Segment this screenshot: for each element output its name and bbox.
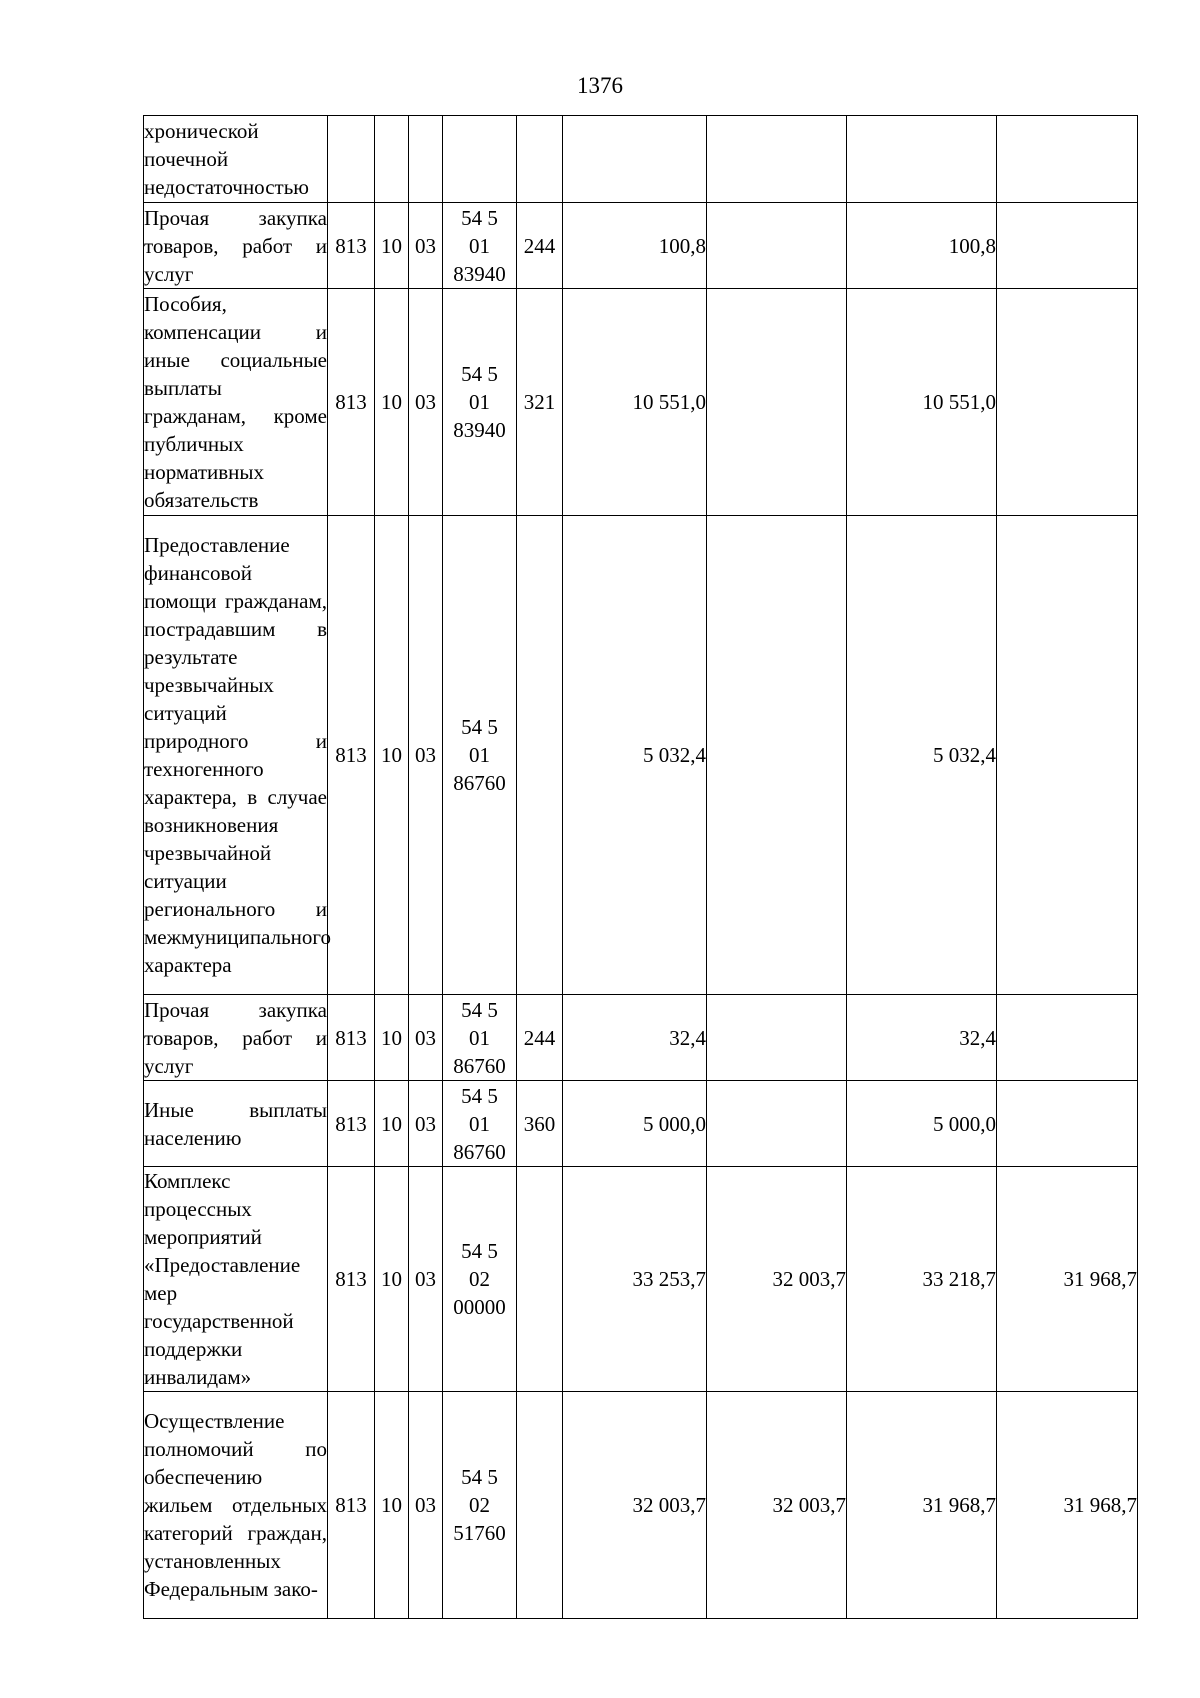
amount-year-2: 100,8	[847, 203, 997, 289]
section-code: 10	[375, 995, 409, 1081]
subsection-code: 03	[409, 289, 443, 516]
amount-year-2: 33 218,7	[847, 1167, 997, 1392]
row-name: Комплекс процессных мероприятий «Предоставление мер государственной поддержки инвалидам»	[144, 1167, 328, 1392]
table-row	[144, 203, 1138, 289]
ministry-code: 813	[328, 1167, 375, 1392]
section-code: 10	[375, 1167, 409, 1392]
amount-year-2: 32,4	[847, 995, 997, 1081]
target-article: 54 5 01 86760	[443, 1081, 517, 1167]
subsection-code: 03	[409, 1081, 443, 1167]
section-code: 10	[375, 1392, 409, 1619]
amount-year-2-subvention: 31 968,7	[997, 1167, 1138, 1392]
amount-year-2: 10 551,0	[847, 289, 997, 516]
amount-year-2-subvention: 31 968,7	[997, 1392, 1138, 1619]
expense-type: 321	[517, 289, 563, 516]
target-article: 54 5 02 51760	[443, 1392, 517, 1619]
amount-year-1-subvention: 32 003,7	[707, 1167, 847, 1392]
row-name: Прочая закупка товаров, работ и услуг	[144, 203, 328, 289]
amount-year-1-subvention: 32 003,7	[707, 1392, 847, 1619]
ministry-code: 813	[328, 289, 375, 516]
expense-type: 360	[517, 1081, 563, 1167]
amount-year-1: 5 000,0	[563, 1081, 707, 1167]
amount-year-1-subvention	[707, 1081, 847, 1167]
ministry-code: 813	[328, 203, 375, 289]
amount-year-2	[847, 116, 997, 203]
amount-year-1-subvention	[707, 116, 847, 203]
row-name: Предоставление финансовой помощи гражданам, пострадавшим в результате чрезвычайных ситуаций природного и техногенного характера, в случае возникновения чрезвычайной ситуации регионального и межмуниципального характера	[144, 516, 328, 995]
ministry-code: 813	[328, 1081, 375, 1167]
subsection-code: 03	[409, 516, 443, 995]
section-code: 10	[375, 289, 409, 516]
budget-table	[143, 115, 1138, 1619]
ministry-code	[328, 116, 375, 203]
amount-year-2-subvention	[997, 516, 1138, 995]
expense-type	[517, 516, 563, 995]
ministry-code: 813	[328, 516, 375, 995]
section-code: 10	[375, 1081, 409, 1167]
amount-year-1-subvention	[707, 995, 847, 1081]
subsection-code: 03	[409, 203, 443, 289]
row-name: Иные выплаты населению	[144, 1081, 328, 1167]
target-article: 54 5 01 83940	[443, 203, 517, 289]
expense-type: 244	[517, 203, 563, 289]
page-number: 1376	[577, 73, 623, 98]
amount-year-2-subvention	[997, 289, 1138, 516]
amount-year-1: 32,4	[563, 995, 707, 1081]
table-row	[144, 289, 1138, 516]
table-row	[144, 1167, 1138, 1392]
row-name: Осуществление полномочий по обеспечению жильем отдельных категорий граждан, установленных Федеральным зако-	[144, 1392, 328, 1619]
expense-type	[517, 1167, 563, 1392]
section-code	[375, 116, 409, 203]
target-article	[443, 116, 517, 203]
row-name: Пособия, компенсации и иные социальные выплаты гражданам, кроме публичных нормативных обязательств	[144, 289, 328, 516]
amount-year-2-subvention	[997, 1081, 1138, 1167]
table-row	[144, 116, 1138, 203]
amount-year-1: 100,8	[563, 203, 707, 289]
expense-type	[517, 116, 563, 203]
target-article: 54 5 01 86760	[443, 516, 517, 995]
amount-year-2-subvention	[997, 995, 1138, 1081]
section-code: 10	[375, 516, 409, 995]
amount-year-2: 31 968,7	[847, 1392, 997, 1619]
expense-type: 244	[517, 995, 563, 1081]
amount-year-1: 5 032,4	[563, 516, 707, 995]
table-row	[144, 1081, 1138, 1167]
ministry-code: 813	[328, 995, 375, 1081]
table-row	[144, 995, 1138, 1081]
amount-year-1: 32 003,7	[563, 1392, 707, 1619]
amount-year-1: 10 551,0	[563, 289, 707, 516]
amount-year-1-subvention	[707, 203, 847, 289]
amount-year-2: 5 000,0	[847, 1081, 997, 1167]
amount-year-1-subvention	[707, 289, 847, 516]
table-row	[144, 1392, 1138, 1619]
table-row	[144, 516, 1138, 995]
row-name: хронической почечной недостаточностью	[144, 116, 328, 203]
subsection-code: 03	[409, 1167, 443, 1392]
subsection-code	[409, 116, 443, 203]
amount-year-1: 33 253,7	[563, 1167, 707, 1392]
subsection-code: 03	[409, 995, 443, 1081]
amount-year-1-subvention	[707, 516, 847, 995]
expense-type	[517, 1392, 563, 1619]
row-name: Прочая закупка товаров, работ и услуг	[144, 995, 328, 1081]
amount-year-2-subvention	[997, 116, 1138, 203]
subsection-code: 03	[409, 1392, 443, 1619]
target-article: 54 5 02 00000	[443, 1167, 517, 1392]
ministry-code: 813	[328, 1392, 375, 1619]
amount-year-1	[563, 116, 707, 203]
target-article: 54 5 01 83940	[443, 289, 517, 516]
amount-year-2-subvention	[997, 203, 1138, 289]
target-article: 54 5 01 86760	[443, 995, 517, 1081]
amount-year-2: 5 032,4	[847, 516, 997, 995]
section-code: 10	[375, 203, 409, 289]
